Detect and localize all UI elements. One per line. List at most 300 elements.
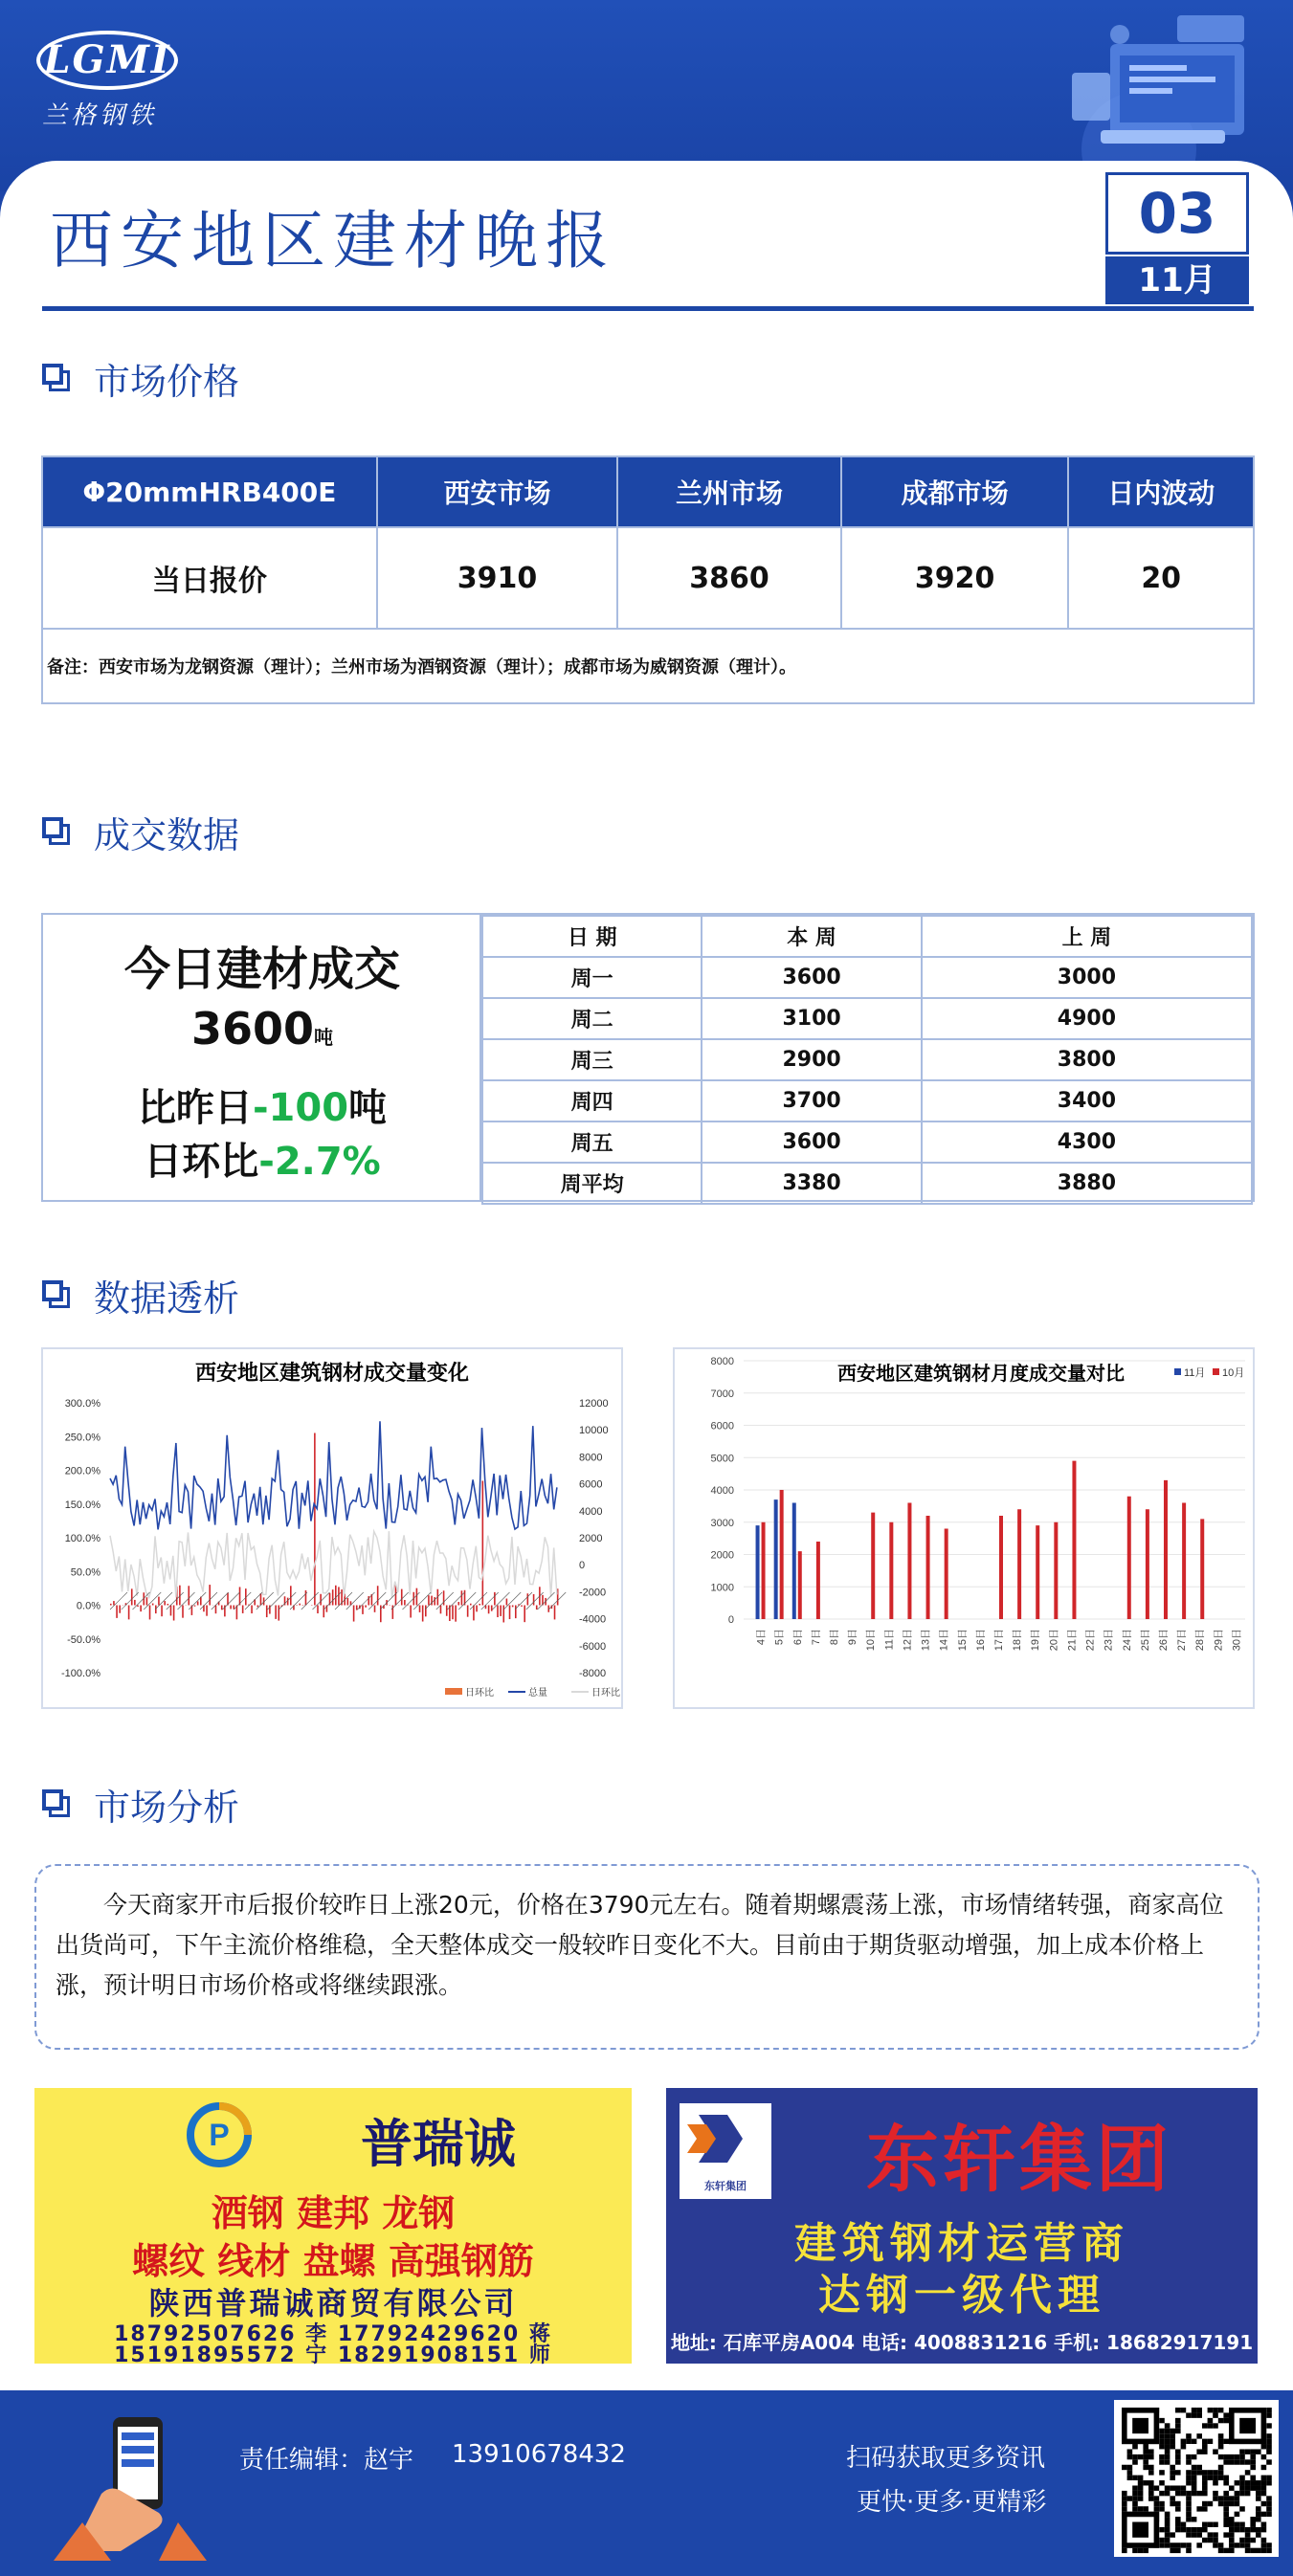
footer-qr-line1: 扫码获取更多资讯 [846,2444,1046,2473]
section-square-icon [42,364,69,390]
qr-module [1223,2412,1229,2417]
qr-module [1202,2444,1208,2449]
price-chengdu: 3920 [841,527,1069,629]
qr-module [1218,2465,1224,2470]
qr-module [1143,2459,1148,2464]
qr-module [1165,2459,1170,2464]
ad-puruicheng[interactable] [34,2088,632,2367]
qr-module [1266,2408,1272,2412]
weekly-this: 2900 [702,1039,921,1080]
qr-module [1208,2470,1214,2475]
qr-module [1165,2532,1170,2537]
ratio-bar [356,1606,358,1610]
weekly-day: 周五 [482,1121,702,1163]
qr-module [1175,2454,1181,2459]
chart-title: 西安地区建筑钢材成交量变化 [194,1361,470,1385]
ratio-bar [410,1606,412,1618]
qr-module [1202,2501,1208,2506]
x-tick-label: 29日 [1213,1629,1225,1652]
qr-module [1165,2527,1170,2532]
qr-module [1235,2512,1240,2517]
qr-module [1165,2439,1170,2444]
qr-module [1213,2532,1218,2537]
qr-module [1175,2449,1181,2454]
ratio-bar [230,1606,232,1610]
ad-left-line2: 螺纹 线材 盘螺 高强钢筋 [132,2240,534,2282]
qr-module [1175,2506,1181,2511]
qr-module [1143,2444,1148,2449]
qr-module [1223,2418,1229,2423]
qr-module [1132,2459,1138,2464]
qr-module [1192,2532,1197,2537]
qr-module [1245,2527,1251,2532]
qr-module [1181,2444,1187,2449]
volume-amount-value: 3600 [190,1003,315,1055]
qr-module [1261,2465,1267,2470]
qr-module [1165,2538,1170,2543]
qr-module [1208,2439,1214,2444]
qr-module [1186,2512,1192,2517]
qr-module [1213,2470,1218,2475]
x-tick-label: 14日 [938,1629,950,1652]
chart-volume-change-svg [43,1349,621,1707]
qr-module [1213,2538,1218,2543]
qr-module [1266,2433,1272,2438]
qr-module [1192,2412,1197,2417]
volume-amount [43,1003,481,1055]
qr-module [1256,2485,1261,2490]
section-square-icon [42,1280,69,1307]
qr-module [1186,2517,1192,2521]
qr-module [1229,2548,1235,2553]
qr-module [1261,2548,1267,2553]
qr-module [1250,2527,1256,2532]
qr-module [1192,2454,1197,2459]
y-tick-label: 8000 [710,1356,734,1367]
qr-module [1250,2454,1256,2459]
ad-right-line2: 达钢一级代理 [818,2271,1105,2320]
ratio-bar [233,1606,234,1610]
ratio-bar [110,1604,112,1606]
qr-module [1143,2454,1148,2459]
qr-module [1159,2501,1165,2506]
company-logo [36,31,180,136]
qr-module [1239,2543,1245,2547]
chart-monthly-compare-svg [675,1349,1253,1707]
ratio-bar [455,1606,457,1622]
qr-module [1175,2459,1181,2464]
weekly-day: 周四 [482,1080,702,1121]
qr-module [1266,2412,1272,2417]
ratio-bar [137,1606,139,1608]
qr-module [1186,2496,1192,2500]
qr-module [1127,2476,1133,2480]
x-date-tick [122,1592,139,1610]
qr-finder-core [1132,2418,1148,2433]
qr-module [1175,2491,1181,2496]
qr-module [1235,2459,1240,2464]
ratio-bar [128,1606,130,1620]
y-tick-label: 2000 [710,1549,734,1562]
x-date-tick [425,1592,442,1610]
ratio-bar [422,1606,424,1622]
qr-module [1165,2485,1170,2490]
qr-module [1250,2480,1256,2485]
ratio-bar [209,1585,211,1605]
bar-previous [1072,1461,1076,1619]
qr-module [1218,2476,1224,2480]
qr-module [1245,2548,1251,2553]
qr-module [1213,2449,1218,2454]
ratio-bar [500,1606,502,1616]
x-date-tick [391,1592,409,1610]
weekly-this: 3600 [702,957,921,998]
weekly-day: 周三 [482,1039,702,1080]
ratio-bar [377,1586,379,1605]
weekly-this: 3600 [702,1121,921,1163]
right-tick-label: 8000 [579,1452,603,1464]
legend-swatch [1213,1368,1219,1375]
table-row [482,998,1252,1039]
weekly-header-last-week: 上 周 [922,916,1252,957]
ratio-bar [149,1606,151,1620]
qr-module [1186,2548,1192,2553]
y-tick-label: 3000 [710,1517,734,1529]
qr-code[interactable] [1114,2400,1279,2557]
left-tick-label: -100.0% [61,1668,100,1679]
legend-label: 11月 [1184,1367,1206,1379]
volume-ratio [43,1131,481,1186]
bar-previous [798,1551,802,1619]
qr-module [1132,2454,1138,2459]
qr-module [1202,2423,1208,2428]
weekly-day: 周平均 [482,1163,702,1204]
price-header-xian: 西安市场 [377,456,618,527]
x-date-tick [110,1592,127,1610]
qr-module [1261,2543,1267,2547]
weekly-last: 3800 [922,1039,1252,1080]
qr-module [1250,2548,1256,2553]
qr-module [1213,2412,1218,2417]
ratio-bar [305,1590,307,1606]
x-tick-label: 30日 [1231,1629,1243,1652]
qr-module [1138,2548,1144,2553]
qr-module [1202,2439,1208,2444]
qr-module [1223,2476,1229,2480]
ratio-bar [401,1589,403,1606]
qr-module [1186,2470,1192,2475]
qr-module [1256,2548,1261,2553]
qr-module [1235,2522,1240,2527]
x-tick-label: 19日 [1030,1629,1042,1652]
qr-module [1250,2517,1256,2521]
qr-module [1148,2491,1154,2496]
legend-swatch [1174,1368,1181,1375]
qr-module [1165,2491,1170,2496]
ratio-bar [502,1606,504,1623]
qr-module [1213,2408,1218,2412]
qr-module [1175,2429,1181,2433]
bar-previous [871,1513,875,1619]
qr-module [1223,2512,1229,2517]
qr-module [1261,2538,1267,2543]
weekly-day: 周二 [482,998,702,1039]
qr-module [1186,2480,1192,2485]
qr-module [1154,2501,1160,2506]
qr-module [1138,2454,1144,2459]
qr-module [1127,2496,1133,2500]
y-tick-label: 1000 [710,1582,734,1594]
ratio-bar [158,1597,160,1606]
page-title: 西安地区建材晚报 [50,204,616,278]
qr-module [1175,2517,1181,2521]
qr-module [1218,2496,1224,2500]
qr-module [1196,2506,1202,2511]
qr-module [1143,2548,1148,2553]
price-header-fluctuation: 日内波动 [1068,456,1254,527]
qr-module [1165,2517,1170,2521]
qr-module [1148,2470,1154,2475]
qr-module [1132,2496,1138,2500]
qr-module [1218,2501,1224,2506]
ratio-bar [431,1596,433,1606]
x-tick-label: 16日 [974,1629,987,1652]
bar-previous [1127,1497,1131,1619]
ratio-bar [146,1597,148,1605]
x-tick-label: 7日 [810,1629,822,1646]
qr-module [1196,2491,1202,2496]
ratio-bar [404,1600,406,1605]
qr-module [1202,2522,1208,2527]
ratio-bar [278,1606,279,1621]
qr-module [1170,2433,1175,2438]
qr-module [1170,2444,1175,2449]
ratio-bar [338,1587,340,1605]
x-date-tick [470,1592,487,1610]
volume-diff-suffix: 吨 [348,1086,388,1130]
bar-previous [816,1542,820,1619]
qr-module [1132,2548,1138,2553]
qr-module [1235,2496,1240,2500]
weekly-last: 4900 [922,998,1252,1039]
qr-module [1170,2543,1175,2547]
qr-module [1132,2491,1138,2496]
qr-module [1192,2527,1197,2532]
qr-module [1223,2548,1229,2553]
table-row [482,1080,1252,1121]
qr-module [1186,2412,1192,2417]
ratio-bar [512,1606,514,1608]
qr-module [1239,2491,1245,2496]
ratio-bar [314,1433,316,1606]
qr-module [1250,2459,1256,2464]
bar-previous [1182,1503,1186,1620]
legend-label: 10月 [1222,1367,1245,1379]
qr-module [1208,2423,1214,2428]
qr-module [1261,2491,1267,2496]
qr-module [1223,2501,1229,2506]
bar-previous [1164,1480,1168,1619]
x-date-tick [155,1592,172,1610]
ratio-bar [353,1606,355,1622]
qr-module [1122,2491,1127,2496]
qr-module [1186,2543,1192,2547]
qr-module [1159,2444,1165,2449]
y-tick-label: 7000 [710,1388,734,1400]
qr-module [1154,2506,1160,2511]
qr-module [1138,2480,1144,2485]
legend-swatch [445,1688,462,1695]
qr-module [1154,2496,1160,2500]
y-tick-label: 0 [727,1614,734,1626]
qr-module [1266,2501,1272,2506]
x-tick-label: 17日 [993,1629,1005,1652]
qr-module [1170,2476,1175,2480]
ratio-bar [506,1599,508,1606]
qr-module [1229,2522,1235,2527]
qr-module [1122,2465,1127,2470]
ad-dongxuan[interactable] [666,2088,1258,2364]
qr-module [1213,2496,1218,2500]
qr-module [1175,2548,1181,2553]
qr-module [1213,2423,1218,2428]
bar-current [774,1499,778,1619]
qr-module [1239,2527,1245,2532]
qr-module [1245,2449,1251,2454]
qr-module [1239,2454,1245,2459]
qr-module [1208,2408,1214,2412]
qr-module [1266,2548,1272,2553]
x-tick-label: 27日 [1176,1629,1189,1652]
qr-module [1239,2522,1245,2527]
ratio-bar [440,1606,442,1614]
qr-module [1159,2491,1165,2496]
qr-module [1266,2444,1272,2449]
price-header-lanzhou: 兰州市场 [617,456,841,527]
ratio-bar [533,1594,535,1606]
ratio-bar [524,1606,525,1623]
qr-module [1122,2506,1127,2511]
qr-module [1245,2459,1251,2464]
qr-module [1218,2444,1224,2449]
ratio-bar [119,1606,121,1613]
left-tick-label: 250.0% [64,1432,100,1444]
qr-module [1261,2476,1267,2480]
ratio-bar [275,1606,277,1619]
qr-module [1138,2496,1144,2500]
qr-module [1196,2408,1202,2412]
x-date-tick [436,1592,454,1610]
ratio-bar [425,1606,427,1617]
ratio-bar [113,1601,115,1605]
ratio-bar [434,1597,435,1605]
bar-previous [1036,1525,1039,1619]
x-date-tick [526,1592,544,1610]
qr-module [1175,2543,1181,2547]
qr-module [1143,2480,1148,2485]
qr-module [1229,2543,1235,2547]
qr-module [1218,2408,1224,2412]
qr-module [1261,2454,1267,2459]
qr-module [1181,2439,1187,2444]
qr-module [1175,2522,1181,2527]
legend-label: 日环比 [465,1688,494,1699]
ad-right-address: 地址: 石库平房A004 电话: 4008831216 手机: 18682917191 [670,2331,1254,2354]
right-tick-label: 2000 [579,1533,603,1544]
ratio-bar [347,1598,349,1606]
qr-module [1256,2517,1261,2521]
ad-left-phone2: 15191895572 宁 18291908151 师 [114,2343,552,2367]
qr-module [1192,2439,1197,2444]
qr-module [1143,2506,1148,2511]
ratio-bar [131,1588,133,1605]
title-divider [42,306,1254,311]
ratio-bar [335,1586,337,1606]
ratio-bar [374,1606,376,1612]
qr-module [1223,2506,1229,2511]
qr-module [1165,2543,1170,2547]
qr-module [1235,2491,1240,2496]
ratio-bar [173,1606,175,1621]
ratio-bar [188,1586,189,1605]
x-date-tick [200,1592,217,1610]
right-tick-label: 0 [579,1560,586,1572]
price-row-label: 当日报价 [42,527,377,629]
qr-module [1250,2538,1256,2543]
ratio-bar [521,1606,523,1607]
qr-module [1266,2476,1272,2480]
ratio-bar [290,1586,292,1605]
weekly-last: 3880 [922,1163,1252,1204]
qr-module [1159,2429,1165,2433]
qr-module [1229,2501,1235,2506]
bar-previous [889,1522,893,1619]
qr-module [1229,2517,1235,2521]
qr-module [1186,2476,1192,2480]
price-xian: 3910 [377,527,618,629]
qr-module [1170,2496,1175,2500]
ratio-bar [554,1606,556,1620]
qr-module [1208,2501,1214,2506]
ratio-bar [467,1606,469,1617]
qr-module [1266,2459,1272,2464]
qr-module [1186,2454,1192,2459]
qr-module [1235,2501,1240,2506]
qr-module [1122,2548,1127,2553]
qr-module [1245,2491,1251,2496]
ratio-bar [461,1590,463,1605]
qr-module [1235,2454,1240,2459]
x-tick-label: 11日 [883,1629,896,1651]
qr-module [1159,2454,1165,2459]
qr-module [1245,2543,1251,2547]
weekly-header-this-week: 本 周 [702,916,921,957]
qr-module [1235,2480,1240,2485]
ratio-bar [362,1606,364,1614]
qr-module [1213,2543,1218,2547]
qr-module [1208,2418,1214,2423]
qr-module [1213,2491,1218,2496]
left-tick-label: 50.0% [70,1566,100,1579]
x-tick-label: 13日 [920,1629,932,1652]
price-header-chengdu: 成都市场 [841,456,1069,527]
ratio-bar [320,1594,322,1606]
qr-module [1256,2512,1261,2517]
price-table [41,455,1255,704]
qr-module [1250,2485,1256,2490]
section-square-icon [42,1789,69,1816]
volume-summary [43,915,481,1200]
